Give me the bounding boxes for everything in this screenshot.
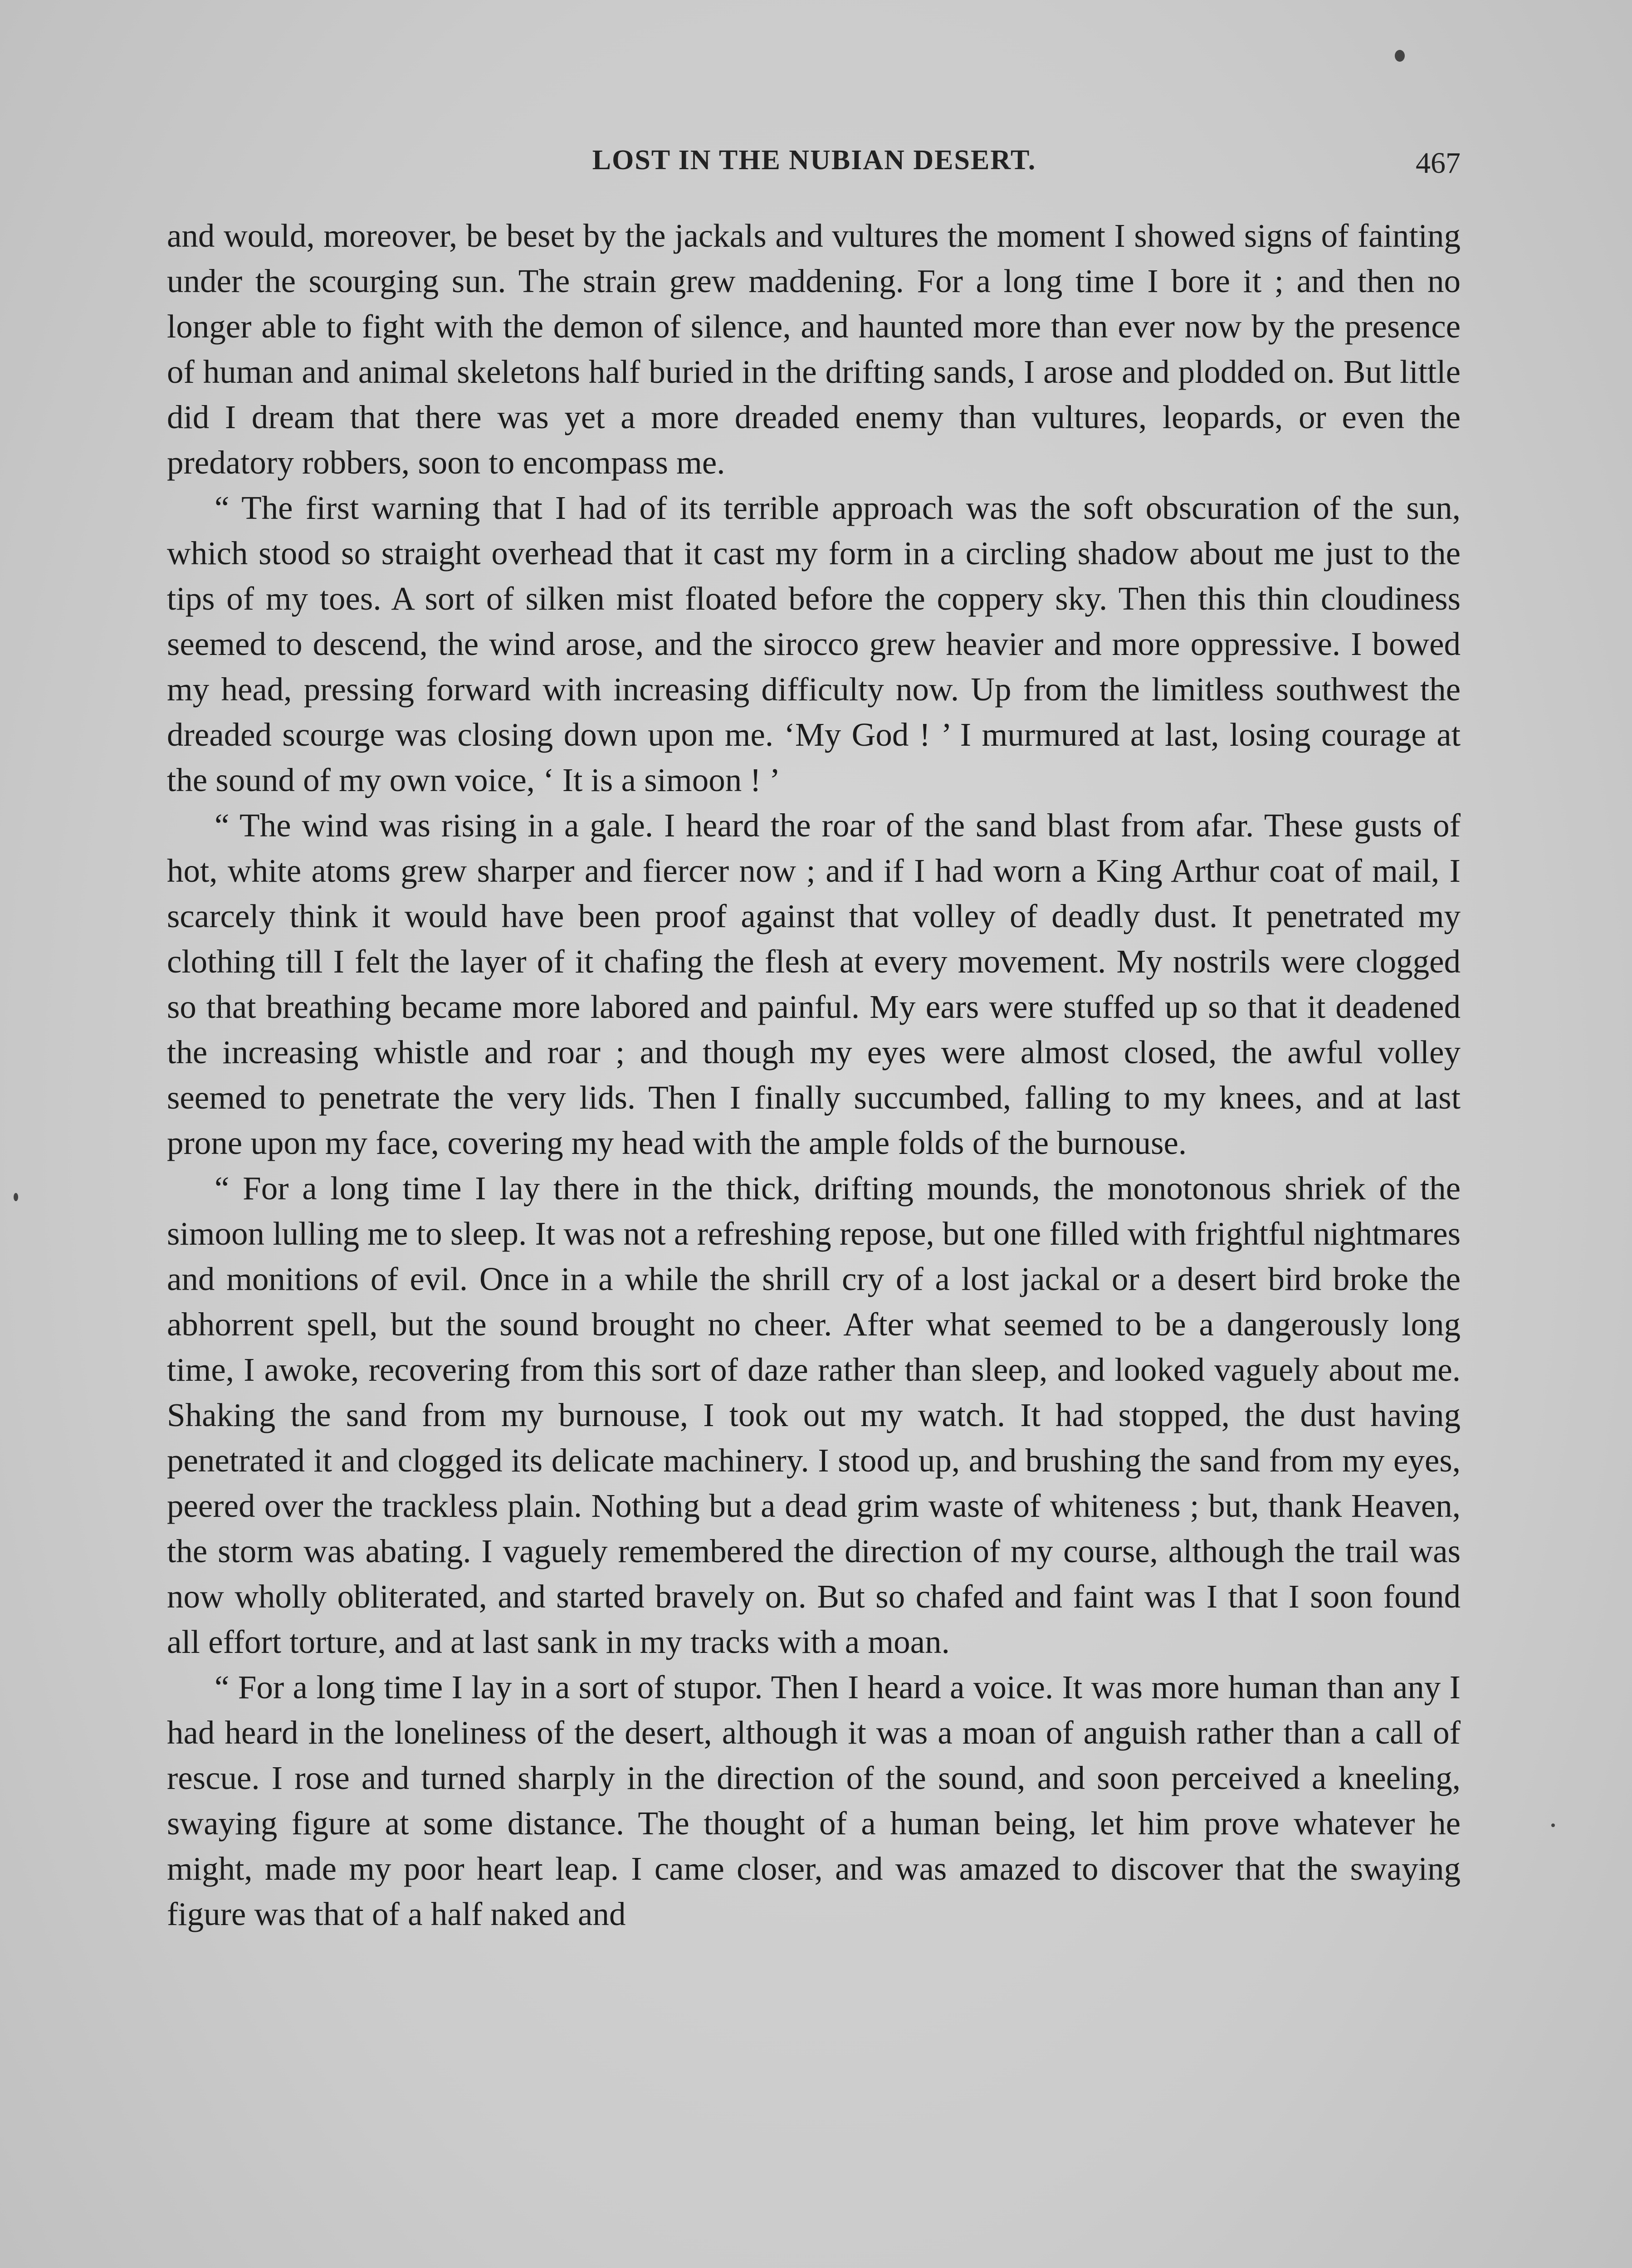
ink-speck	[1395, 50, 1405, 62]
paragraph-wind-rising: “ The wind was rising in a gale. I heard the roar of the sand blast from afar. These gusts of hot, white atoms grew sharper and fiercer now ; and if I had worn a King Arthur coat of mail, I scarcely think it would have been proof against that volley of deadly dust. It penetrated my clothing till I felt the layer of it chafing the flesh at every movement. My nostrils were clogged so that breathing became more labored and painful. My ears were stuffed up so that it deadened the increasing whistle and roar ; and though my eyes were almost closed, the awful volley seemed to penetrate the very lids. Then I finally succumbed, falling to my knees, and at last prone upon my face, covering my head with the ample folds of the burnouse.	[167, 807, 1461, 1161]
ink-speck	[14, 1193, 18, 1201]
ink-speck	[1551, 1823, 1555, 1827]
page-number: 467	[1416, 147, 1461, 180]
running-title: LOST IN THE NUBIAN DESERT.	[592, 145, 1036, 176]
paragraph-long-sleep: “ For a long time I lay there in the thick, drifting mounds, the monotonous shriek of the simoon lulling me to sleep. It was not a refreshing repose, but one filled with frightful nightmares and monitions of evil. Once in a while the shrill cry of a lost jackal or a desert bird broke the abhorrent spell, but the sound brought no cheer. After what seemed to be a dangerously long time, I awoke, recovering from this sort of daze rather than sleep, and looked vaguely about me. Shaking the sand from my burnouse, I took out my watch. It had stopped, the dust having penetrated it and clogged its delicate machinery. I stood up, and brushing the sand from my eyes, peered over the trackless plain. Nothing but a dead grim waste of whiteness ; but, thank Heaven, the storm was abating. I vaguely remembered the direction of my course, although the trail was now wholly obliterated, and started bravely on. But so chafed and faint was I that I soon found all effort torture, and at last sank in my tracks with a moan.	[167, 1170, 1461, 1660]
page-header	[168, 144, 1461, 181]
paragraph-stupor: “ For a long time I lay in a sort of stupor. Then I heard a voice. It was more human than any I had heard in the loneliness of the desert, although it was a moan of anguish rather than a call of rescue. I rose and turned sharply in the direction of the sound, and soon perceived a kneeling, swaying figure at some distance. The thought of a human being, let him prove whatever he might, made my poor heart leap. I came closer, and was amazed to discover that the swaying figure was that of a half naked and	[167, 1669, 1461, 1932]
body-text	[167, 213, 1461, 2268]
paragraph-continuation: and would, moreover, be beset by the jackals and vultures the moment I showed signs of fainting under the scourging sun. The strain grew maddening. For a long time I bore it ; and then no longer able to fight with the demon of silence, and haunted more than ever now by the presence of human and animal skeletons half buried in the drifting sands, I arose and plodded on. But little did I dream that there was yet a more dreaded enemy than vultures, leopards, or even the predatory robbers, soon to encompass me.	[167, 217, 1461, 481]
paragraph-first-warning: “ The first warning that I had of its terrible approach was the soft obscuration of the sun, which stood so straight overhead that it cast my form in a circling shadow about me just to the tips of my toes. A sort of silken mist floated before the coppery sky. Then this thin cloudiness seemed to descend, the wind arose, and the sirocco grew heavier and more oppressive. I bowed my head, pressing forward with increasing difficulty now. Up from the limitless southwest the dreaded scourge was closing down upon me. ‘My God ! ’ I murmured at last, losing courage at the sound of my own voice, ‘ It is a simoon ! ’	[167, 489, 1461, 798]
